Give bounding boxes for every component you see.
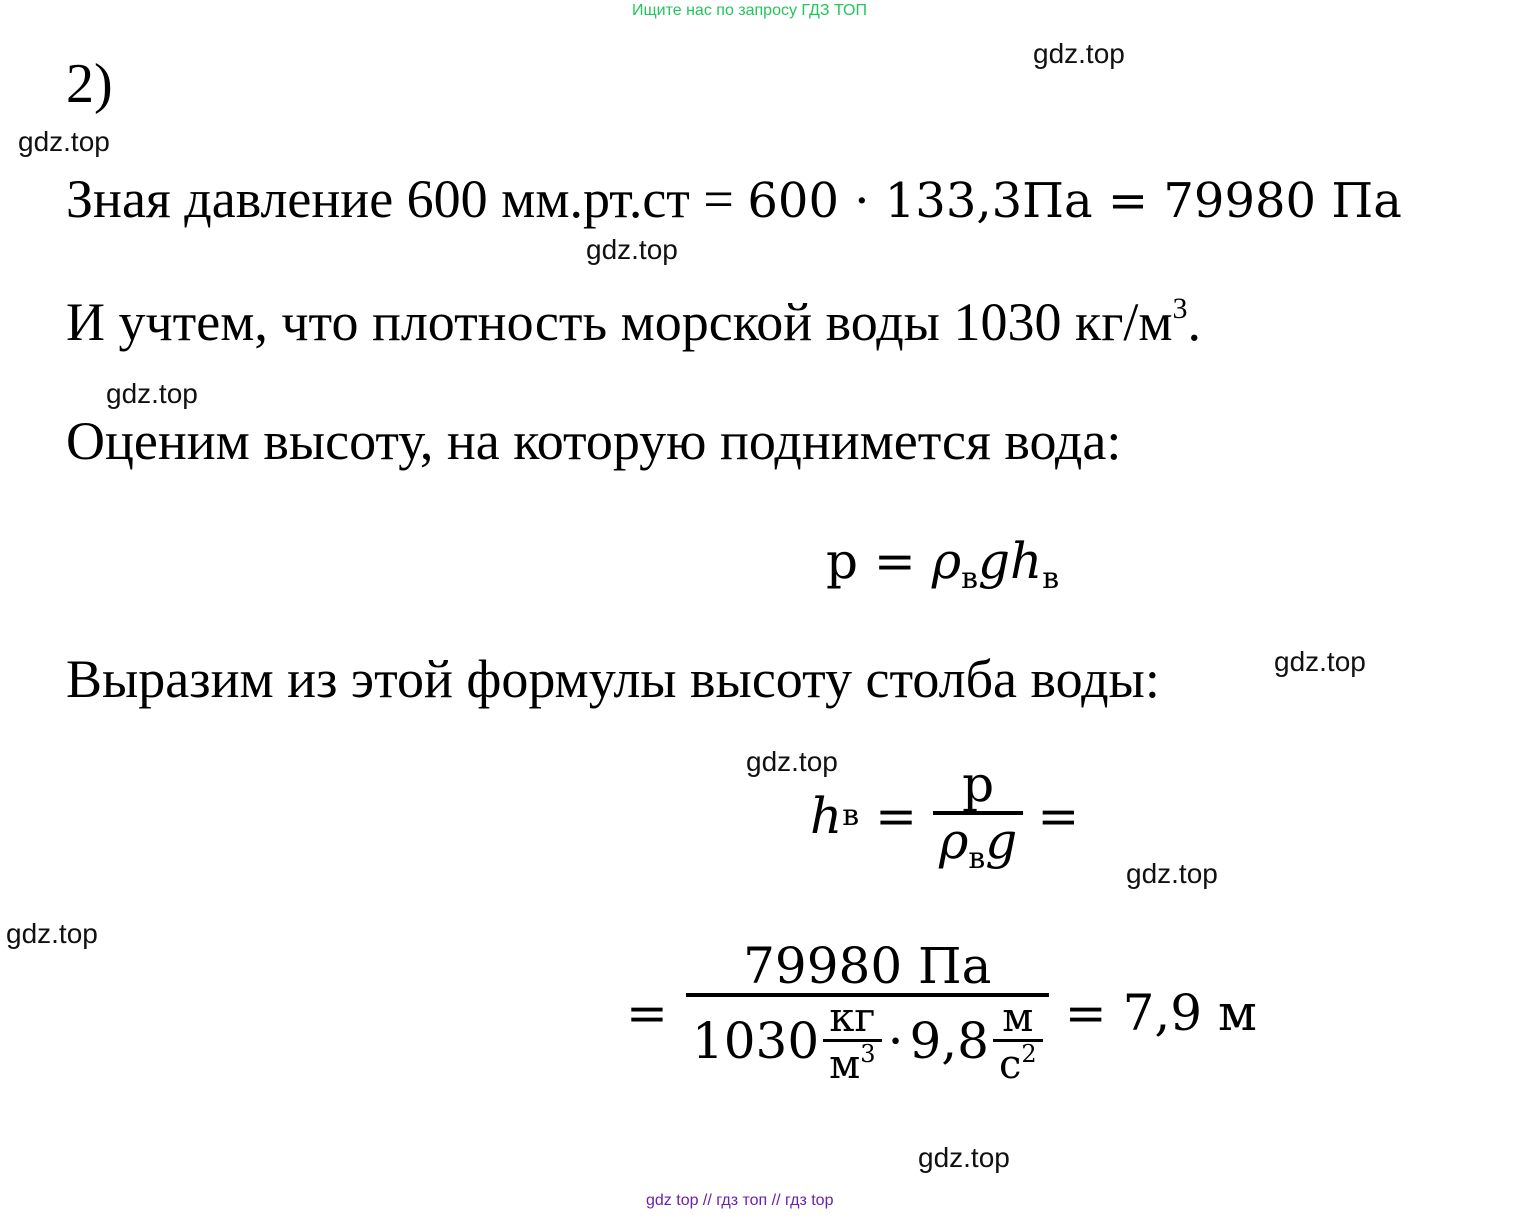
pressure-expression: 600 · 133,3Па = 79980 Па [747, 173, 1402, 229]
formula-equals: = [1064, 983, 1107, 1042]
unit-exponent: 3 [860, 1039, 876, 1068]
fraction-numerator: 79980 Па [743, 937, 992, 995]
fraction-denominator [933, 811, 1023, 876]
unit-base: с [999, 1041, 1022, 1088]
density-period: . [1187, 292, 1202, 352]
unit-numerator: кг [829, 994, 876, 1041]
h-symbol: h [1010, 532, 1043, 590]
unit-base: м [829, 1041, 861, 1088]
formula-leading-equals: = [626, 983, 668, 1042]
top-banner: Ищите нас по запросу ГДЗ ТОП [632, 2, 867, 19]
formula-calculation [626, 937, 1257, 1088]
watermark: gdz.top [6, 918, 98, 949]
unit-m-per-s2 [993, 994, 1043, 1088]
density-text: И учтем, что плотность морской воды 1030 кг/м [66, 292, 1173, 352]
watermark: gdz.top [1274, 646, 1366, 677]
density-exponent: 3 [1172, 292, 1188, 325]
pressure-text: Зная давление 600 мм.рт.ст = [66, 169, 748, 229]
rho-symbol: ρ [939, 811, 969, 870]
task-number: 2) [66, 53, 113, 115]
fraction-p-over-rho-g [933, 755, 1023, 876]
g-symbol: g [985, 811, 1018, 870]
fraction-main [686, 937, 1049, 1088]
watermark: gdz.top [1126, 858, 1218, 889]
g-symbol: g [978, 532, 1011, 590]
density-value: 1030 [691, 1011, 820, 1070]
unit-denominator [993, 1039, 1043, 1088]
result-value: 7,9 м [1122, 983, 1257, 1042]
h-subscript: в [1042, 561, 1060, 596]
formula-equals: = [873, 532, 916, 590]
formula-pressure [826, 532, 1060, 596]
fraction-numerator: p [962, 755, 995, 813]
watermark: gdz.top [18, 126, 110, 157]
rho-symbol: ρ [931, 532, 962, 590]
rho-subscript: в [968, 840, 986, 876]
density-line [66, 292, 1202, 352]
unit-kg-per-m3 [823, 994, 881, 1088]
multiply-dot: · [887, 1011, 904, 1070]
formula-pressure-lhs: p [826, 532, 859, 590]
unit-exponent: 2 [1021, 1039, 1037, 1068]
watermark: gdz.top [918, 1142, 1010, 1173]
formula-trailing-equals: = [1037, 787, 1080, 845]
estimate-line: Оценим высоту, на которую поднимется вода: [66, 411, 1122, 471]
unit-numerator: м [1002, 994, 1034, 1041]
watermark: gdz.top [746, 746, 838, 777]
watermark: gdz.top [586, 234, 678, 265]
watermark: gdz.top [106, 378, 198, 409]
watermark: gdz.top [1033, 38, 1125, 69]
h-subscript: в [842, 798, 860, 833]
fraction-denominator [686, 994, 1049, 1088]
bottom-banner: gdz top // гдз топ // гдз top [646, 1192, 834, 1209]
rho-subscript: в [961, 561, 979, 596]
formula-equals: = [875, 787, 917, 845]
express-line: Выразим из этой формулы высоту столба воды: [66, 649, 1160, 709]
unit-denominator [823, 1039, 881, 1088]
formula-height [810, 755, 1080, 876]
h-symbol: h [810, 787, 843, 845]
pressure-line [66, 169, 1402, 229]
g-value: 9,8 [909, 1011, 989, 1070]
